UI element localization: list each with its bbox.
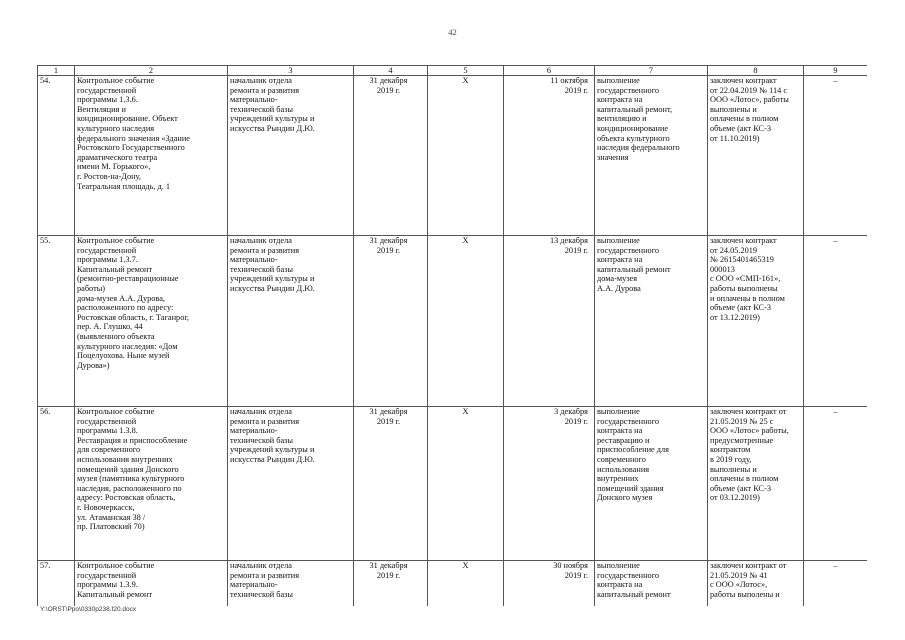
- result-cell: выполнение государственного контракта на капитальный ремонт: [595, 561, 708, 607]
- column-header: 5: [428, 66, 504, 76]
- contract-cell: заключен контракт от 21.05.2019 № 25 с ООО «Лотос» работы, предусмотренные контрактом в 2019 году, выполнены и оплачены в полном объеме (акт КС-3 от 03.12.2019): [708, 407, 804, 561]
- result-cell: выполнение государственного контракта на капитальный ремонт, вентиляцию и кондиционирование объекта культурного наследия федерального значения: [595, 76, 708, 236]
- contract-cell: заключен контракт от 22.04.2019 № 114 с ООО «Лотос», работы выполнены и оплачены в полном объеме (акт КС-3 от 11.10.2019): [708, 76, 804, 236]
- row-number-cell: 56.: [38, 407, 75, 561]
- fact-date-cell: 3 декабря 2019 г.: [504, 407, 595, 561]
- document-path-footer: Y:\ORST\Ppo\0330p238.f20.docx: [40, 606, 137, 613]
- row-number-cell: 54.: [38, 76, 75, 236]
- column-header: 1: [38, 66, 75, 76]
- contract-cell: заключен контракт от 21.05.2019 № 41 с ООО «Лотос», работы выполены и: [708, 561, 804, 607]
- column-header: 6: [504, 66, 595, 76]
- column-header: 7: [595, 66, 708, 76]
- responsible-cell: начальник отдела ремонта и развития материально- технической базы учреждений культуры и искусства Рындин Д.Ю.: [228, 76, 354, 236]
- table-row: [38, 407, 868, 561]
- report-table-wrapper: [37, 65, 867, 606]
- note-cell: –: [804, 407, 868, 561]
- responsible-cell: начальник отдела ремонта и развития материально- технической базы учреждений культуры и искусства Рындин Д.Ю.: [228, 236, 354, 407]
- mark-cell: X: [428, 76, 504, 236]
- mark-cell: X: [428, 561, 504, 607]
- report-table: [37, 65, 867, 606]
- responsible-cell: начальник отдела ремонта и развития материально- технической базы: [228, 561, 354, 607]
- responsible-cell: начальник отдела ремонта и развития материально- технической базы учреждений культуры и искусства Рындин Д.Ю.: [228, 407, 354, 561]
- fact-date-cell: 30 ноября 2019 г.: [504, 561, 595, 607]
- column-header: 2: [75, 66, 228, 76]
- event-cell: Контрольное событие государственной программы 1.3.6. Вентиляция и кондиционирование. Объект культурного наследия федерального значения «Здание Ростовского Государственного драматического театра имени М. Горького», г. Ростов-на-Дону, Театральная площадь, д. 1: [75, 76, 228, 236]
- column-header: 8: [708, 66, 804, 76]
- plan-date-cell: 31 декабря 2019 г.: [354, 76, 428, 236]
- plan-date-cell: 31 декабря 2019 г.: [354, 561, 428, 607]
- page-number: 42: [448, 27, 457, 37]
- column-header: 9: [804, 66, 868, 76]
- note-cell: –: [804, 236, 868, 407]
- result-cell: выполнение государственного контракта на реставрацию и приспособление для современного использования внутренних помещений здания Донского музея: [595, 407, 708, 561]
- row-number-cell: 57.: [38, 561, 75, 607]
- table-row: [38, 76, 868, 236]
- plan-date-cell: 31 декабря 2019 г.: [354, 236, 428, 407]
- plan-date-cell: 31 декабря 2019 г.: [354, 407, 428, 561]
- note-cell: –: [804, 76, 868, 236]
- table-row: [38, 236, 868, 407]
- note-cell: –: [804, 561, 868, 607]
- mark-cell: X: [428, 407, 504, 561]
- event-cell: Контрольное событие государственной программы 1.3.9. Капитальный ремонт: [75, 561, 228, 607]
- fact-date-cell: 13 декабря 2019 г.: [504, 236, 595, 407]
- event-cell: Контрольное событие государственной программы 1.3.7. Капитальный ремонт (ремонтно-реставрационные работы) дома-музея А.А. Дурова, расположенного по адресу: Ростовская область, г. Таганрог, пер. А. Глушко, 44 (выявленного объекта культурного наследия: «Дом Поцелуохова. Ныне музей Дурова»): [75, 236, 228, 407]
- contract-cell: заключен контракт от 24.05.2019 № 2615401465319 000013 с ООО «СМП-161», работы выполнены и оплачены в полном объеме (акт КС-3 от 13.12.2019): [708, 236, 804, 407]
- table-row: [38, 561, 868, 607]
- row-number-cell: 55.: [38, 236, 75, 407]
- result-cell: выполнение государственного контракта на капитальный ремонт дома-музея А.А. Дурова: [595, 236, 708, 407]
- column-number-row: [38, 66, 868, 76]
- column-header: 4: [354, 66, 428, 76]
- column-header: 3: [228, 66, 354, 76]
- mark-cell: X: [428, 236, 504, 407]
- fact-date-cell: 11 октября 2019 г.: [504, 76, 595, 236]
- event-cell: Контрольное событие государственной программы 1.3.8. Реставрация и приспособление для современного использования внутренних помещений здания Донского музея (памятника культурного наследия, расположенного по адресу: Ростовская область, г. Новочеркасск, ул. Атаманская 38 / пр. Платовский 70): [75, 407, 228, 561]
